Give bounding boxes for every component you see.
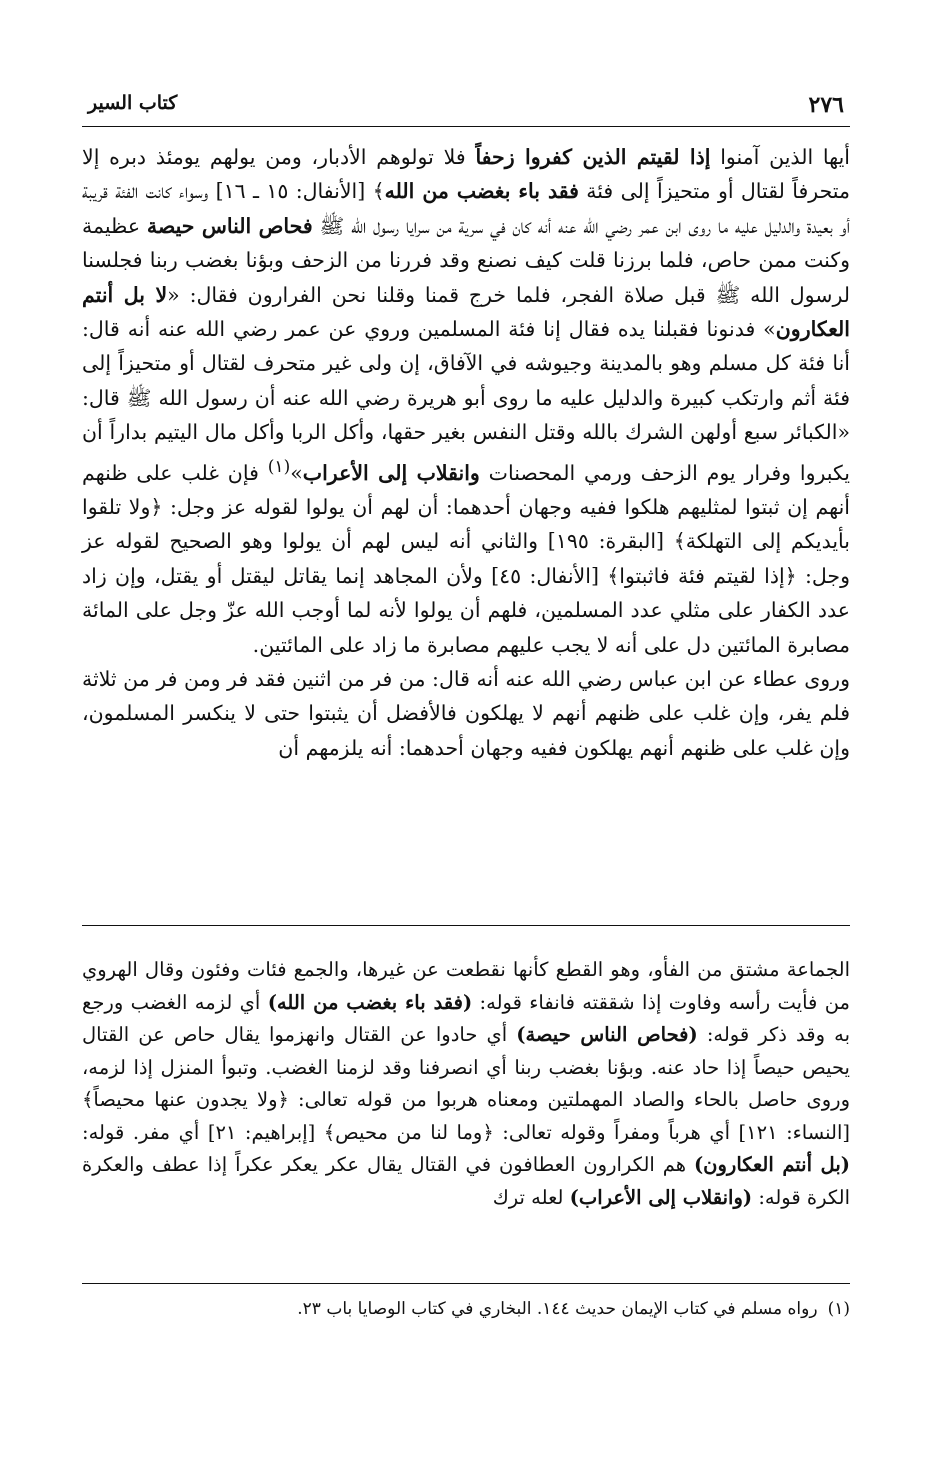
margin-notes: [82, 954, 850, 1214]
footnote-separator: [82, 1283, 850, 1284]
text-run: أي لزمه الغضب ورجع به وقد ذكر قوله:: [82, 990, 850, 1046]
text-run: هم الكرارون العطافون في القتال يقال عكر يعكر عكراً إذا عطف والعكرة الكرة قوله:: [82, 1153, 850, 1209]
text-run: ﴾ [الأنفال: ١٥ ـ ١٦] وسواء كانت الفئة قريبة أو بعيدة والدليل عليه ما روى ابن عمر رضي الله عنه أنه كان في سرية من سرايا رسول الله ﷺ: [82, 179, 850, 238]
footnote-mark: (١): [827, 1299, 850, 1319]
term-bold: (بل أنتم العكارون): [693, 1153, 850, 1176]
text-run: الجماعة مشتق من الفأو، وهو القطع كأنها نقطعت عن غيرها، والجمع فئات وفئون وقال الهروي من فأيت رأسه وفاوت إذا شققته فانفاء قوله:: [82, 958, 850, 1014]
page-number: ٢٧٦: [808, 92, 844, 118]
text-run: لعله ترك: [492, 1185, 570, 1209]
term-bold: (فحاص الناس حيصة): [516, 1023, 698, 1046]
hadith-bold: وانقلاب إلى الأعراب: [302, 460, 480, 485]
main-text: [82, 140, 850, 765]
text-run: فلا تولوهم الأدبار، ومن يولهم يومئذ دبره إلا متحرفاً لقتال أو متحيزاً إلى فئة: [82, 145, 850, 204]
notes-paragraph: [82, 954, 850, 1214]
main-paragraph-2: وروى عطاء عن ابن عباس رضي الله عنه أنه قال: من فر من اثنين فقد فر ومن فر من ثلاثة فلم يفر، وإن غلب على ظنهم أنهم لا يهلكون فالأفضل أن يثبتوا حتى لا ينكسر المسلمون، وإن غلب على ظنهم أنهم يهلكون ففيه وجهان أحدهما: أنه يلزمهم أن: [82, 666, 850, 760]
term-bold: (فقد باء بغضب من الله): [267, 990, 473, 1014]
main-paragraph-1: [82, 140, 850, 662]
running-header: [82, 92, 850, 127]
text-run: فإن غلب على ظنهم أنهم إن ثبتوا لمثليهم هلكوا ففيه وجهان أحدهما: أن لهم أن يولوا لقوله عز وجل: ﴿ولا تلقوا بأيديكم إلى التهلكة﴾ [البقرة: ١٩٥] والثاني أنه ليس لهم أن يولوا وهو الصحيح لقوله عز وجل: ﴿إذا لقيتم فئة فاثبتوا﴾ [الأنفال: ٤٥] ولأن المجاهد إنما يقاتل ليقتل أو يقتل، وإن زاد عدد الكفار على مثلي عدد المسلمين، فلهم أن يولوا لأنه لما أوجب الله عزّ وجل على المائة مصابرة المائتين دل على أنه لا يجب عليهم مصابرة ما زاد على المائتين.: [82, 460, 850, 657]
chapter-title: كتاب السير: [88, 92, 178, 114]
hadith-bold: فحاص الناس حيصة: [146, 213, 313, 238]
text-run: أي حادوا عن القتال وانهزموا يقال حاص عن القتال يحيص حيصاً إذا حاد عنه. وبؤنا بغضب ربنا أي انصرفنا وقد لزمنا الغضب. وتبوأ المنزل إذا لزمه، وروى حاصل بالحاء والصاد المهملتين ومعناه هربوا من قوله تعالى: ﴿ولا يجدون عنها محيصاً﴾ [النساء: ١٢١] أي هرباً ومفراً وقوله تعالى: ﴿وما لنا من محيص﴾ [إبراهيم: ٢١] أي مفر. قوله:: [82, 1023, 850, 1144]
footnote-ref: (١): [267, 456, 291, 477]
text-run: أيها الذين آمنوا: [710, 145, 851, 169]
footnote: [82, 1296, 850, 1322]
footnote-text: رواه مسلم في كتاب الإيمان حديث ١٤٤. البخاري في كتاب الوصايا باب ٢٣.: [297, 1299, 818, 1319]
quran-bold: إذا لقيتم الذين كفروا زحفاً: [475, 145, 711, 169]
text-run: عظيمة وكنت ممن حاص، فلما برزنا قلت كيف نصنع وقد فررنا من الزحف وبؤنا بغضب ربنا فجلسنا لرسول الله ﷺ قبل صلاة الفجر، فلما خرج قمنا وقلنا نحن الفرارون فقال: «: [82, 213, 850, 307]
quran-bold: فقد باء بغضب من الله: [384, 179, 579, 204]
term-bold: (وانقلاب إلى الأعراب): [569, 1185, 753, 1209]
notes-separator: [82, 925, 850, 926]
text-run: » فدنونا فقبلنا يده فقال إنا فئة المسلمين وروي عن عمر رضي الله عنه أنه قال: أنا فئة كل مسلم وهو بالمدينة وجيوشه في الآفاق، إن ولى غير متحرف لقتال أو متحيزاً إلى فئة أثم وارتكب كبيرة والدليل عليه ما روى أبو هريرة رضي الله عنه أن رسول الله ﷺ قال: «الكبائر سبع أولهن الشرك بالله وقتل النفس بغير حقها، وأكل الربا وأكل مال اليتيم بداراً أن يكبروا وفرار يوم الزحف ورمي المحصنات: [82, 317, 850, 485]
text-run: »: [290, 460, 303, 485]
hadith-bold: لا بل أنتم العكارون: [82, 282, 850, 342]
